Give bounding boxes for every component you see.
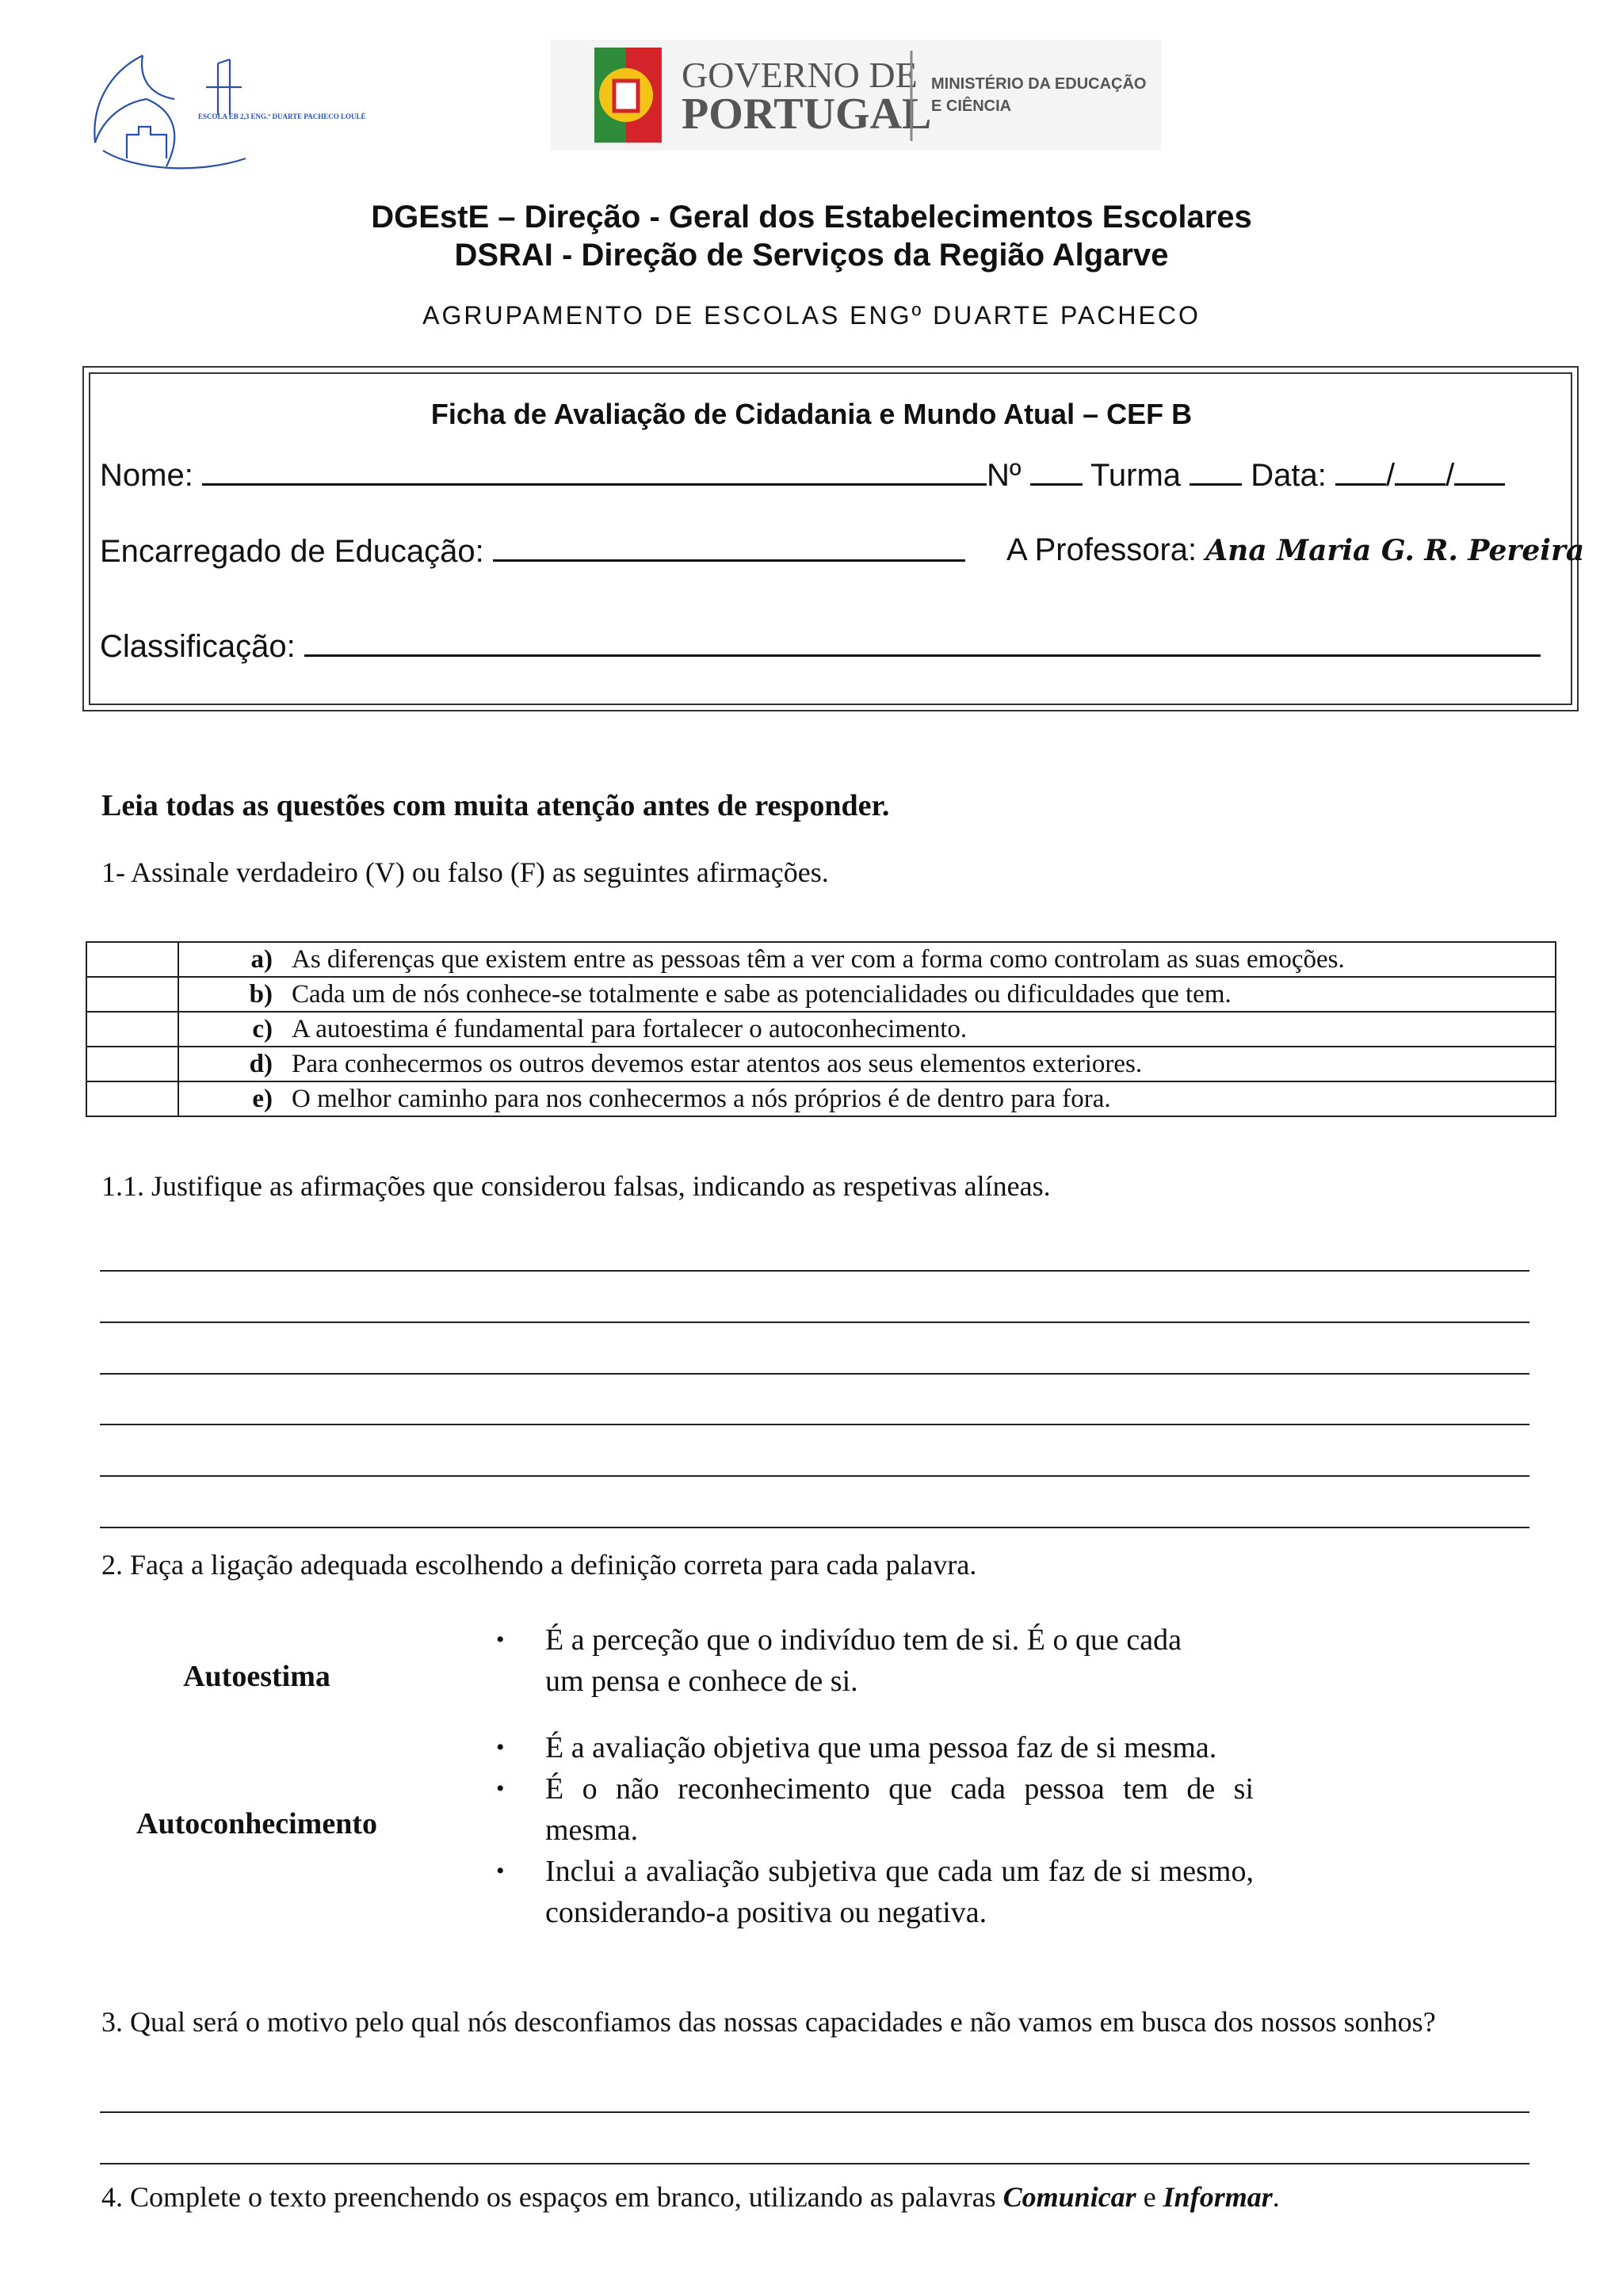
question-3-text: 3. Qual será o motivo pelo qual nós desconfiamos das nossas capacidades e não vamos em busca dos nossos sonhos? — [101, 2006, 1436, 2038]
date-month-field[interactable] — [1395, 456, 1445, 486]
bullet-icon: • — [496, 1734, 505, 1760]
item-letter: c) — [178, 1012, 284, 1047]
question-2-text: 2. Faça a ligação adequada escolhendo a definição correta para cada palavra. — [101, 1549, 977, 1581]
item-statement: Para conhecermos os outros devemos estar atentos aos seus elementos exteriores. — [284, 1047, 1556, 1081]
answer-cell-c[interactable] — [86, 1012, 178, 1047]
number-field[interactable] — [1030, 456, 1083, 486]
answer-line[interactable] — [100, 1270, 1529, 1272]
word-comunicar: Comunicar — [1002, 2181, 1136, 2213]
gov-logo-line2: PORTUGAL — [682, 90, 932, 139]
answer-line[interactable] — [100, 2111, 1529, 2113]
table-row — [86, 1012, 1556, 1047]
instruction-text: Leia todas as questões com muita atenção antes de responder. — [101, 789, 890, 822]
question-1-1-text: 1.1. Justifique as afirmações que considerou falsas, indicando as respetivas alíneas. — [101, 1170, 1051, 1202]
turma-label: Turma — [1090, 458, 1182, 493]
definition-text: É a perceção que o indivíduo tem de si. É o que cada um pensa e conhece de si. — [545, 1623, 1182, 1698]
table-row — [86, 1047, 1556, 1081]
table-row — [86, 1081, 1556, 1116]
agrupamento-heading: AGRUPAMENTO DE ESCOLAS ENGº DUARTE PACHECO — [422, 301, 1201, 330]
name-label: Nome: — [100, 458, 193, 493]
item-statement: O melhor caminho para nos conhecermos a nós próprios é de dentro para fora. — [284, 1081, 1556, 1116]
answer-line[interactable] — [100, 1424, 1529, 1425]
answer-line[interactable] — [100, 1475, 1529, 1477]
true-false-table — [86, 941, 1556, 1117]
classification-field[interactable] — [304, 627, 1541, 657]
date-year-field[interactable] — [1454, 456, 1505, 486]
date-separator: / — [1386, 458, 1396, 493]
classification-label: Classificação: — [100, 629, 296, 664]
date-label: Data: — [1251, 458, 1327, 493]
guardian-field[interactable] — [493, 532, 965, 562]
answer-line[interactable] — [100, 1373, 1529, 1375]
answer-line[interactable] — [100, 1322, 1529, 1323]
answer-cell-e[interactable] — [86, 1081, 178, 1116]
item-statement: A autoestima é fundamental para fortalecer o autoconhecimento. — [284, 1012, 1556, 1047]
teacher-row — [1006, 532, 1584, 568]
item-letter: e) — [178, 1081, 284, 1116]
bullet-icon: • — [496, 1775, 505, 1802]
dgeste-heading: DGEstE – Direção - Geral dos Estabelecimentos Escolares — [371, 200, 1252, 235]
name-row — [100, 456, 1505, 494]
definition-item — [485, 1768, 1254, 1851]
turma-field[interactable] — [1190, 456, 1242, 486]
answer-cell-d[interactable] — [86, 1047, 178, 1081]
term-autoconhecimento: Autoconhecimento — [136, 1807, 377, 1840]
definitions-list-2 — [485, 1727, 1254, 1933]
question-4-connector: e — [1136, 2181, 1163, 2213]
worksheet-title: Ficha de Avaliação de Cidadania e Mundo Atual – CEF B — [430, 398, 1193, 430]
table-row — [86, 977, 1556, 1012]
definitions-list-1 — [485, 1619, 1254, 1702]
date-separator: / — [1445, 458, 1455, 493]
school-logo-text: ESCOLA EB 2,3 ENG.º DUARTE PACHECO LOULÉ — [198, 113, 366, 120]
definition-text: É a avaliação objetiva que uma pessoa faz de si mesma. — [545, 1731, 1217, 1764]
definition-text: Inclui a avaliação subjetiva que cada um faz de si mesmo, considerando-a positiva ou negativa. — [545, 1855, 1254, 1929]
teacher-label: A Professora: — [1006, 532, 1197, 567]
ministry-line2: E CIÊNCIA — [931, 97, 1012, 115]
question-4-text — [101, 2180, 1280, 2214]
item-letter: d) — [178, 1047, 284, 1081]
name-field[interactable] — [202, 456, 987, 486]
definition-item — [485, 1727, 1254, 1768]
question-4-end: . — [1272, 2181, 1280, 2213]
word-informar: Informar — [1163, 2181, 1273, 2213]
bullet-icon: • — [496, 1858, 505, 1884]
item-letter: a) — [178, 942, 284, 977]
answer-line[interactable] — [100, 2163, 1529, 2164]
definition-item — [485, 1619, 1227, 1702]
item-statement: Cada um de nós conhece-se totalmente e sabe as potencialidades ou dificuldades que tem. — [284, 977, 1556, 1012]
dsrai-heading: DSRAI - Direção de Serviços da Região Algarve — [454, 238, 1169, 273]
classification-row — [100, 627, 1541, 665]
question-4-intro: 4. Complete o texto preenchendo os espaços em branco, utilizando as palavras — [101, 2181, 1003, 2213]
answer-line[interactable] — [100, 1527, 1529, 1528]
government-logo — [551, 40, 1161, 151]
teacher-signature: Ana Maria G. R. Pereira — [1205, 534, 1585, 567]
answer-cell-b[interactable] — [86, 977, 178, 1012]
table-row — [86, 942, 1556, 977]
term-autoestima: Autoestima — [183, 1660, 330, 1693]
date-day-field[interactable] — [1335, 456, 1386, 486]
number-label: Nº — [986, 458, 1022, 493]
bullet-icon: • — [496, 1627, 505, 1653]
item-letter: b) — [178, 977, 284, 1012]
answer-cell-a[interactable] — [86, 942, 178, 977]
guardian-label: Encarregado de Educação: — [100, 534, 484, 569]
guardian-row — [100, 532, 965, 570]
ministry-line1: MINISTÉRIO DA EDUCAÇÃO — [931, 75, 1147, 93]
item-statement: As diferenças que existem entre as pessoas têm a ver com a forma como controlam as suas emoções. — [284, 942, 1556, 977]
question-1-text: 1- Assinale verdadeiro (V) ou falso (F) as seguintes afirmações. — [101, 856, 829, 888]
school-logo — [79, 40, 366, 178]
gov-logo-line1: GOVERNO DE — [682, 55, 918, 95]
definition-item — [485, 1851, 1254, 1933]
definition-text: É o não reconhecimento que cada pessoa tem de si mesma. — [545, 1772, 1254, 1847]
